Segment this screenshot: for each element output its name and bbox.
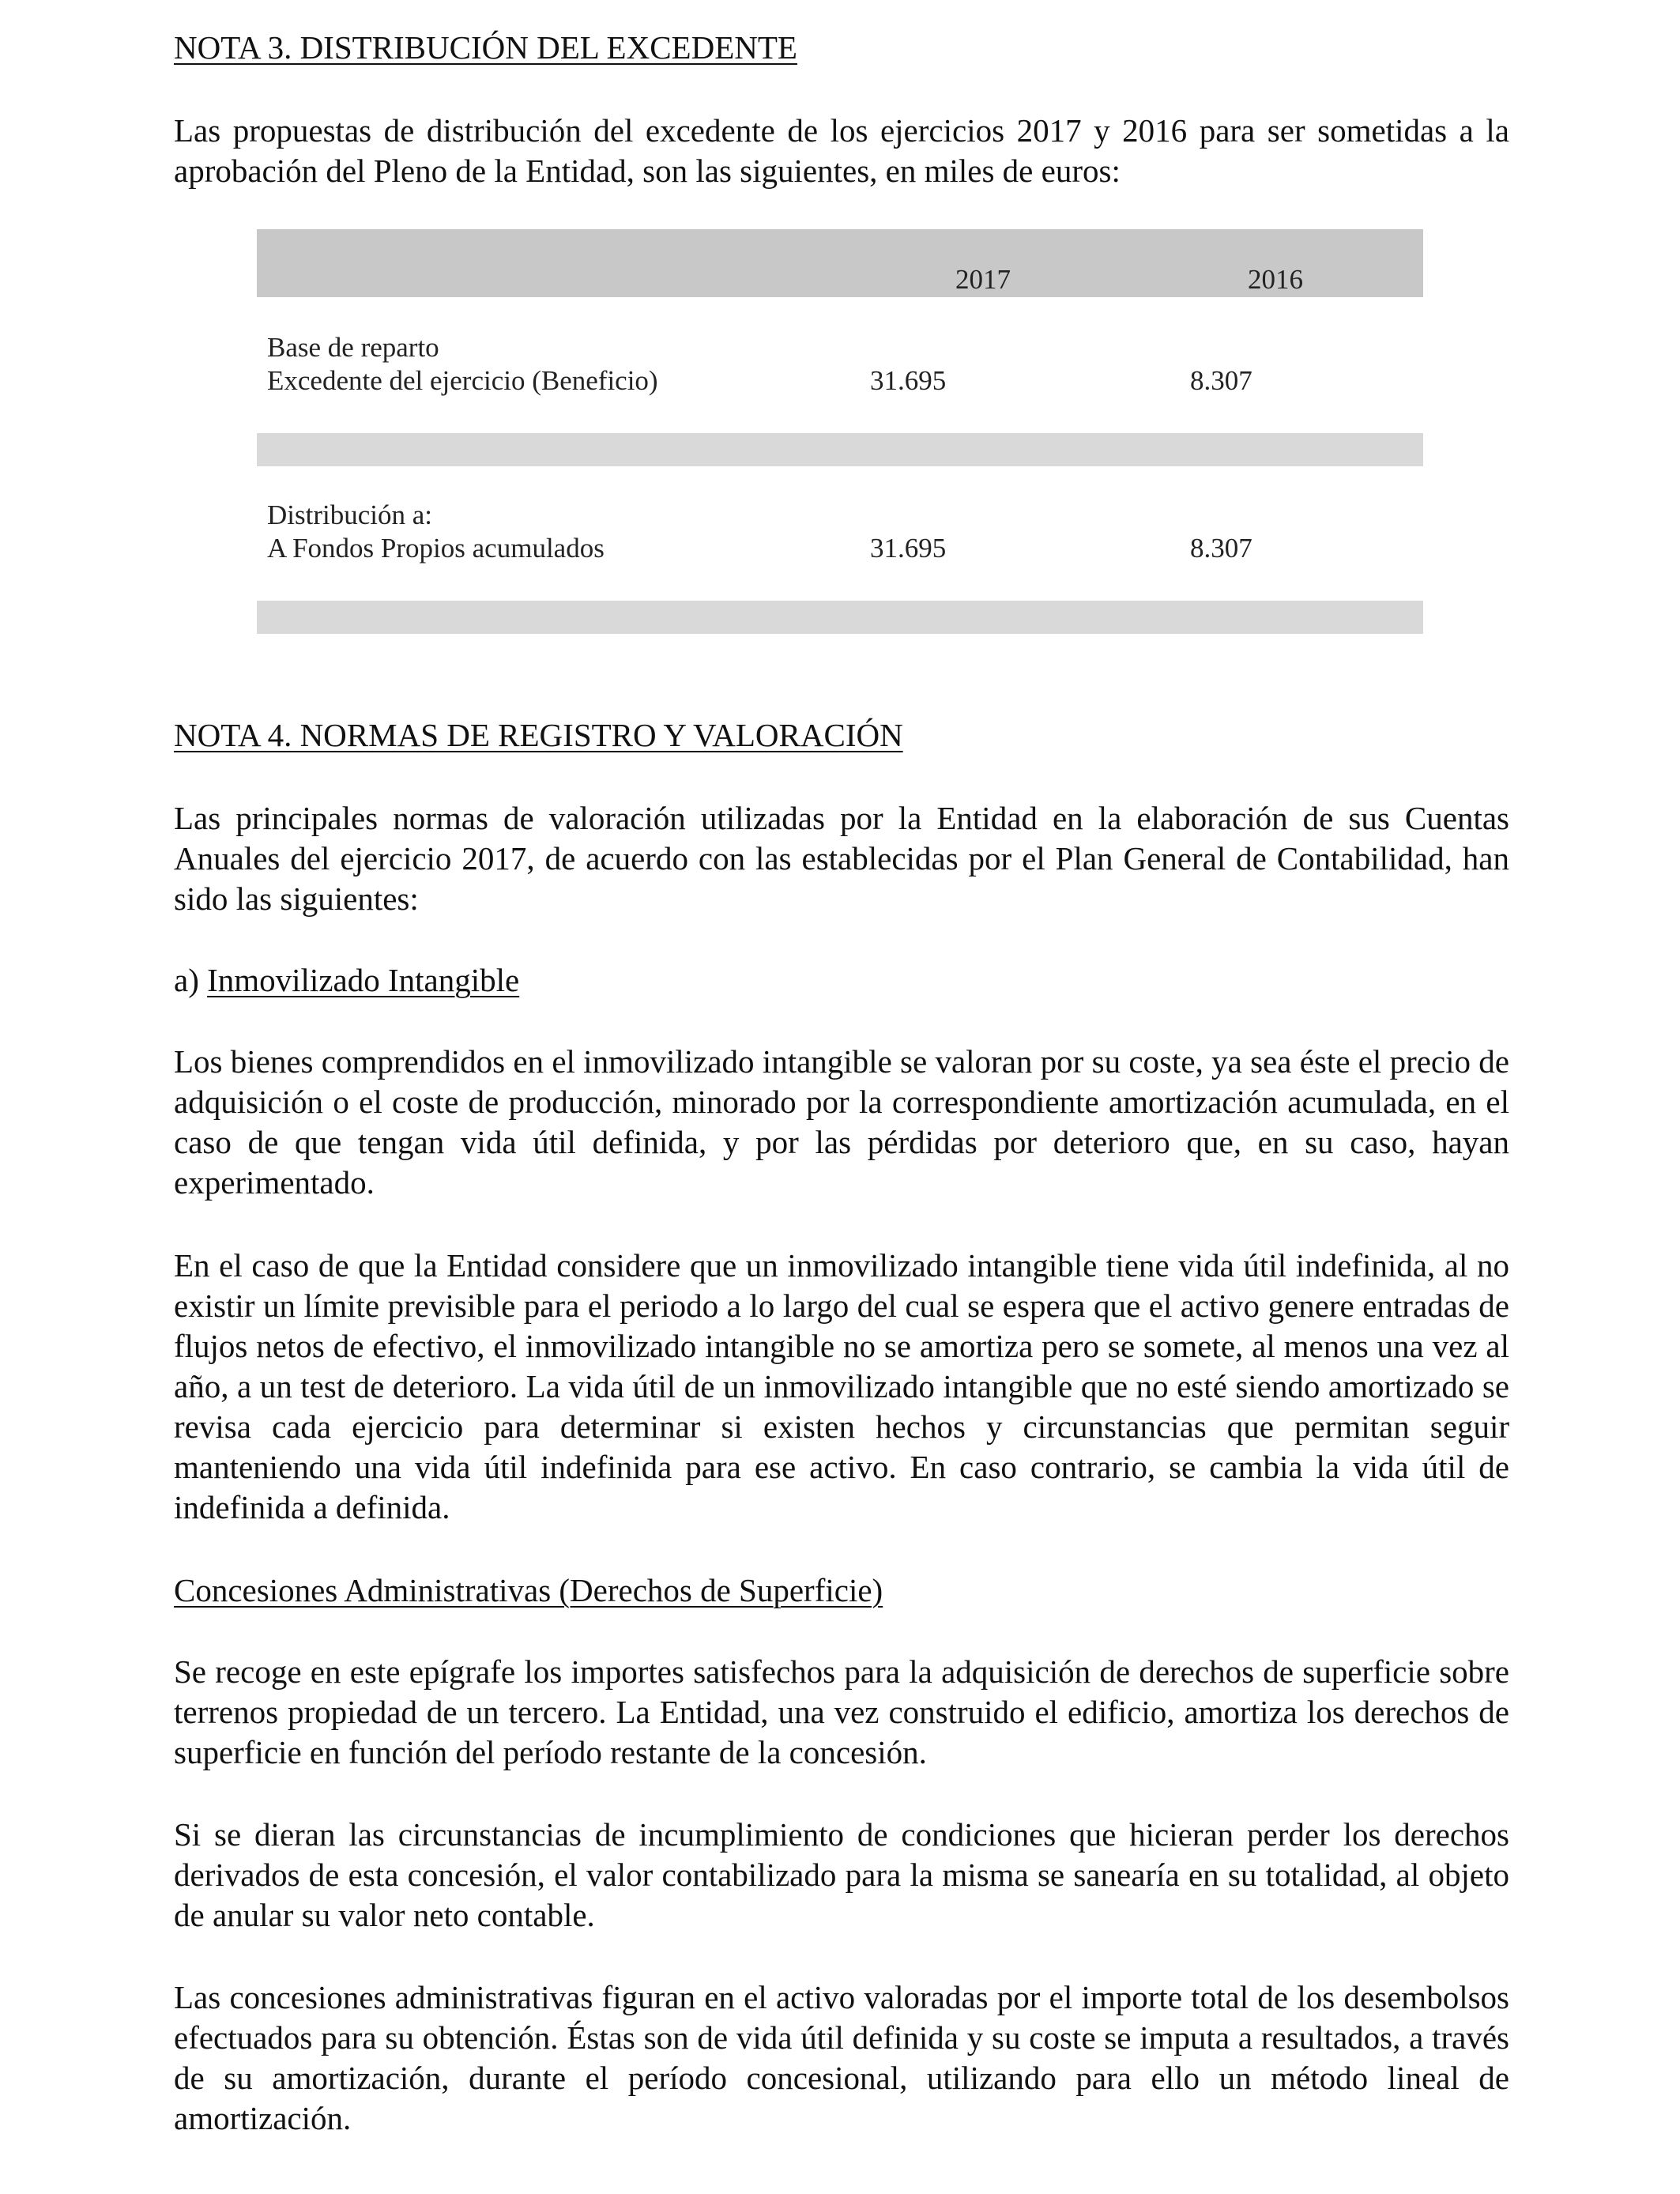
nota3-heading: NOTA 3. DISTRIBUCIÓN DEL EXCEDENTE: [174, 29, 797, 66]
row-value-excedente-2016: 8.307: [1190, 365, 1252, 396]
section-title-base-reparto: Base de reparto: [267, 332, 439, 363]
subsection-a-title: [174, 961, 519, 999]
subsection-a-prefix: a): [174, 962, 208, 998]
table-separator-band-2: [257, 601, 1423, 634]
paragraph-concesiones-2: Si se dieran las circunstancias de incumplimiento de condiciones que hicieran perder los derechos derivados de esta concesión, el valor contabilizado para la misma se sanearía en su totalidad, al objeto de anular su valor neto contable.: [174, 1816, 1509, 1933]
section-title-distribucion: Distribución a:: [267, 499, 432, 530]
row-value-fondos-2016: 8.307: [1190, 533, 1252, 564]
concesiones-title: Concesiones Administrativas (Derechos de Superficie): [174, 1572, 883, 1608]
row-value-fondos-2017: 31.695: [870, 533, 947, 564]
nota4-heading: NOTA 4. NORMAS DE REGISTRO Y VALORACIÓN: [174, 717, 903, 753]
table-separator-band-1: [257, 433, 1423, 466]
row-label-excedente: Excedente del ejercicio (Beneficio): [267, 365, 658, 396]
nota4-intro: Las principales normas de valoración utilizadas por la Entidad en la elaboración de sus Cuentas Anuales del ejercicio 2017, de acuerdo con las establecidas por el Plan General de Contabilidad, han sido las siguientes:: [174, 800, 1509, 917]
column-header-2017: 2017: [955, 264, 1011, 295]
distribution-table: [257, 229, 1423, 636]
paragraph-concesiones-3: Las concesiones administrativas figuran en el activo valoradas por el importe total de los desembolsos efectuados para su obtención. Éstas son de vida útil definida y su coste se imputa a resultados, a través de su amortización, durante el período concesional, utilizando para ello un método lineal de amortización.: [174, 1979, 1509, 2136]
nota3-intro: Las propuestas de distribución del excedente de los ejercicios 2017 y 2016 para ser sometidas a la aprobación del Pleno de la Entidad, son las siguientes, en miles de euros:: [174, 112, 1509, 189]
row-label-fondos-propios: A Fondos Propios acumulados: [267, 533, 605, 564]
paragraph-inmovilizado-2: En el caso de que la Entidad considere que un inmovilizado intangible tiene vida útil indefinida, al no existir un límite previsible para el periodo a lo largo del cual se espera que el activo genere entradas de flujos netos de efectivo, el inmovilizado intangible no se amortiza pero se somete, al menos una vez al año, a un test de deterioro. La vida útil de un inmovilizado intangible que no esté siendo amortizado se revisa cada ejercicio para determinar si existen hechos y circunstancias que permitan seguir manteniendo una vida útil indefinida para ese activo. En caso contrario, se cambia la vida útil de indefinida a definida.: [174, 1247, 1509, 1525]
subsection-a-label: Inmovilizado Intangible: [207, 962, 520, 998]
row-value-excedente-2017: 31.695: [870, 365, 947, 396]
column-header-2016: 2016: [1248, 264, 1303, 295]
paragraph-inmovilizado-1: Los bienes comprendidos en el inmovilizado intangible se valoran por su coste, ya sea éste el precio de adquisición o el coste de producción, minorado por la correspondiente amortización acumulada, en el caso de que tengan vida útil definida, y por las pérdidas por deterioro que, en su caso, hayan experimentado.: [174, 1043, 1509, 1201]
paragraph-concesiones-1: Se recoge en este epígrafe los importes satisfechos para la adquisición de derechos de superficie sobre terrenos propiedad de un tercero. La Entidad, una vez construido el edificio, amortiza los derechos de superficie en función del período restante de la concesión.: [174, 1653, 1509, 1770]
